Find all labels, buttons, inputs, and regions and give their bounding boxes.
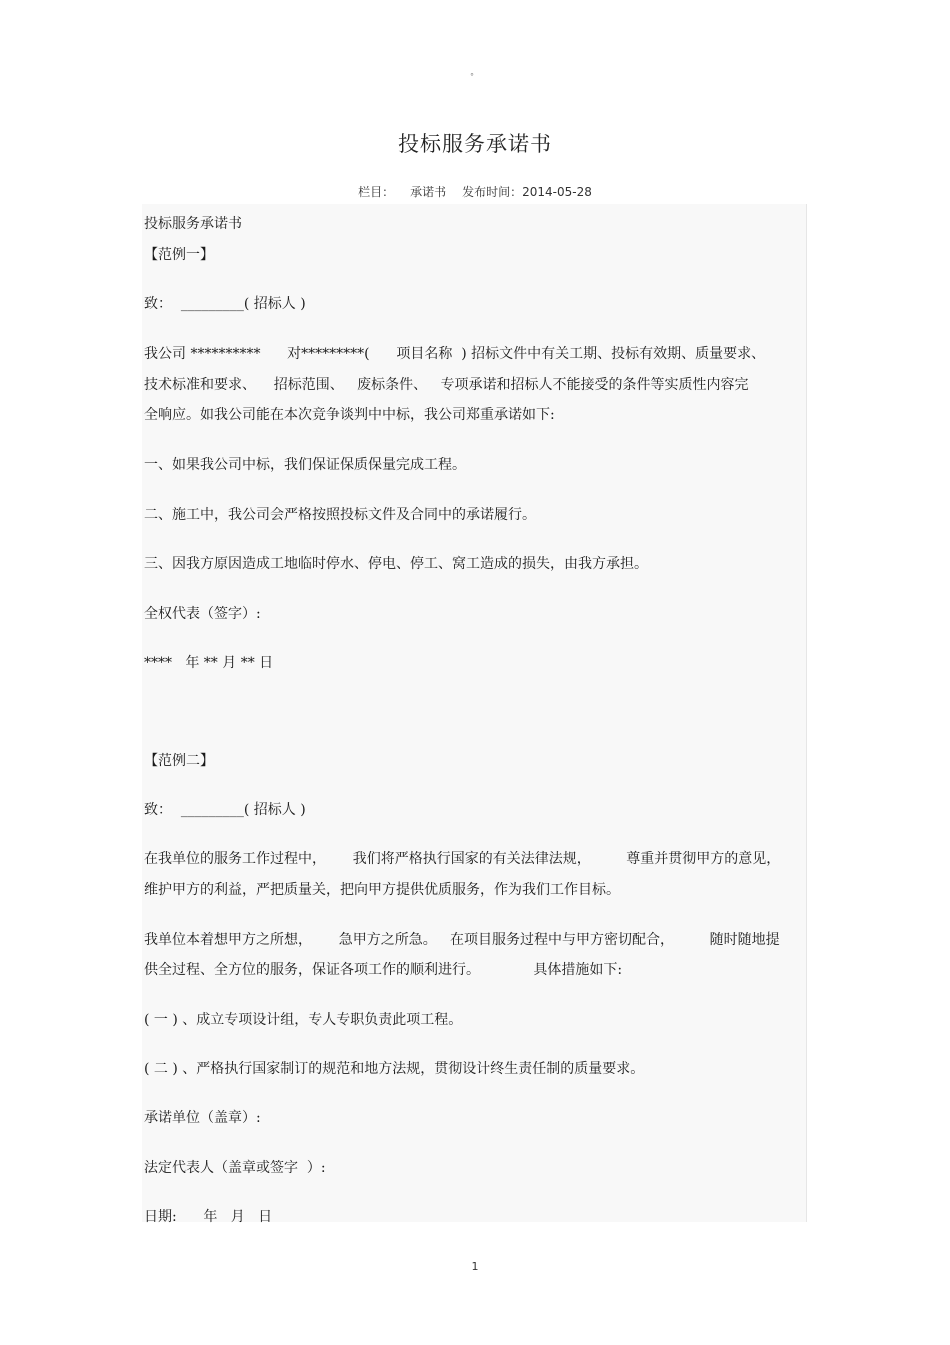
date-value: 2014-05-28	[522, 185, 592, 199]
example-one-heading: 【范例一】	[144, 247, 214, 263]
page-title: 投标服务承诺书	[398, 132, 552, 156]
commitment-item: 二、施工中，我公司会严格按照投标文件及合同中的承诺履行。	[144, 507, 536, 523]
addressee-line: 致： _________( 招标人 )	[144, 802, 306, 818]
page-number: 1	[471, 1260, 479, 1273]
date-line: **** 年 ** 月 ** 日	[144, 655, 274, 671]
seal-line: 承诺单位（盖章）:	[144, 1110, 261, 1126]
paragraph-line: 全响应。如我公司能在本次竞争谈判中中标，我公司郑重承诺如下:	[144, 407, 555, 423]
example-two-heading: 【范例二】	[144, 753, 214, 769]
paragraph-line: 我公司 ********** 对*********( 项目名称 ) 招标文件中有关工期、投标有效期、质量要求、	[144, 346, 766, 362]
header-mark: °	[470, 72, 474, 81]
date-line: 日期: 年 月 日	[144, 1209, 273, 1225]
commitment-item: 三、因我方原因造成工地临时停水、停电、停工、窝工造成的损失，由我方承担。	[144, 556, 648, 572]
representative-line: 法定代表人（盖章或签字 ）:	[144, 1160, 326, 1176]
article-meta	[0, 183, 950, 200]
signature-line: 全权代表（签字）:	[144, 606, 261, 622]
content-heading: 投标服务承诺书	[144, 216, 242, 232]
date-label: 发布时间：	[462, 185, 523, 199]
paragraph-line: 在我单位的服务工作过程中， 我们将严格执行国家的有关法律法规， 尊重并贯彻甲方的意见，	[144, 851, 781, 867]
measure-item: ( 二 ) 、严格执行国家制订的规范和地方法规，贯彻设计终生责任制的质量要求。	[144, 1061, 645, 1077]
paragraph-line: 供全过程、全方位的服务，保证各项工作的顺利进行。 具体措施如下:	[144, 962, 623, 978]
commitment-item: 一、如果我公司中标，我们保证保质保量完成工程。	[144, 457, 466, 473]
paragraph-line: 维护甲方的利益，严把质量关，把向甲方提供优质服务，作为我们工作目标。	[144, 882, 620, 898]
paragraph-line: 我单位本着想甲方之所想， 急甲方之所急。 在项目服务过程中与甲方密切配合， 随时随地提	[144, 932, 780, 948]
column-label: 栏目：	[358, 185, 395, 199]
measure-item: ( 一 ) 、成立专项设计组，专人专职负责此项工程。	[144, 1012, 463, 1028]
paragraph-line: 技术标准和要求、 招标范围、 废标条件、 专项承诺和招标人不能接受的条件等实质性内容完	[144, 377, 749, 393]
column-value: 承诺书	[410, 185, 447, 199]
addressee-line: 致： _________( 招标人 )	[144, 296, 306, 312]
